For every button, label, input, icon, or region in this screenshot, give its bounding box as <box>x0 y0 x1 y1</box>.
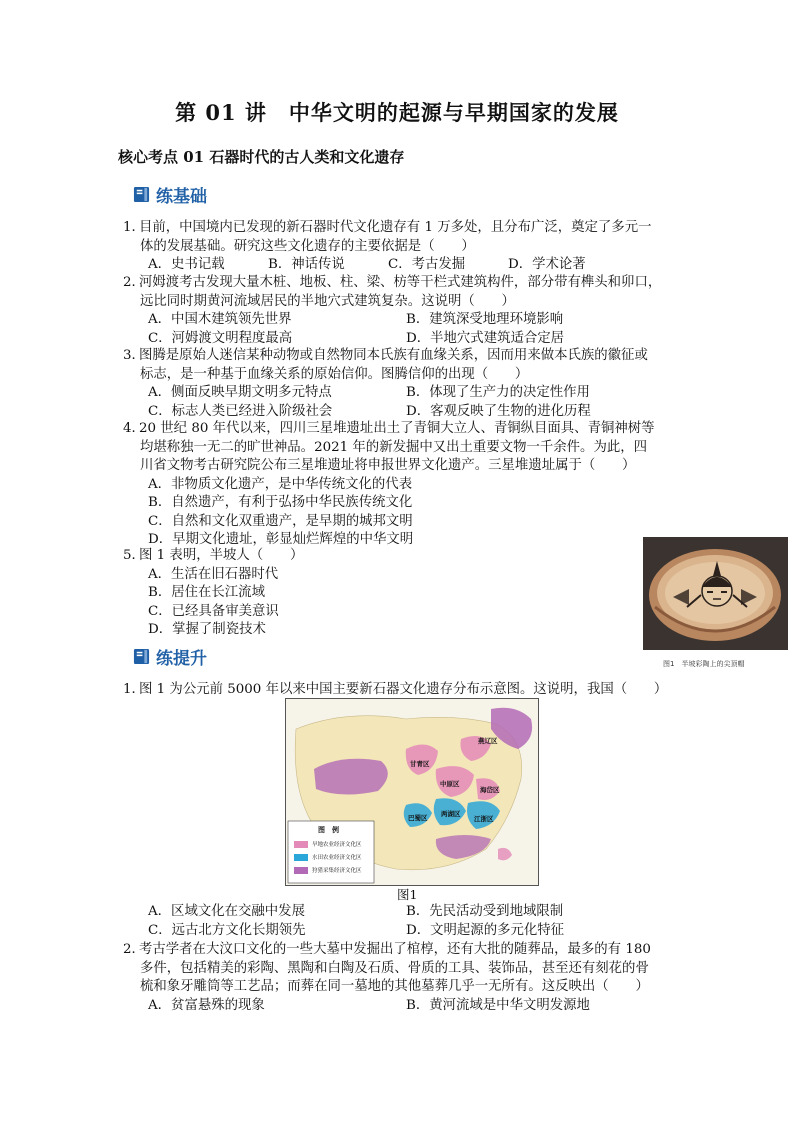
option-c[interactable]: C．远古北方文化长期领先 <box>148 922 306 938</box>
question-number: 1． <box>123 220 145 235</box>
figure-caption: 图1 <box>397 887 418 902</box>
legend-item: 狩猎采集经济文化区 <box>312 868 362 874</box>
option-d[interactable]: D．客观反映了生物的进化历程 <box>406 403 591 419</box>
question-number: 5． <box>123 548 145 563</box>
option-b[interactable]: B．建筑深受地理环境影响 <box>406 312 564 327</box>
region-label: 海岱区 <box>480 786 500 794</box>
question-basic-2 <box>123 274 683 348</box>
question-stem: 均堪称独一无二的旷世神品。2021 年的新发掘中又出土重要文物一千余件。为此，四 <box>140 439 648 455</box>
question-stem: 标志，是一种基于血缘关系的原始信仰。图腾信仰的出现（ ） <box>140 366 529 382</box>
option-d[interactable]: D．学术论著 <box>508 257 586 272</box>
question-stem: 川省文物考古研究院公布三星堆遗址将申报世界文化遗产。三星堆遗址属于（ ） <box>140 458 636 473</box>
painted-pottery-bowl-image <box>643 537 788 650</box>
question-advanced-2 <box>123 941 683 1015</box>
option-c[interactable]: C．已经具备审美意识 <box>148 603 279 619</box>
option-c[interactable]: C．标志人类已经进入阶级社会 <box>148 403 333 419</box>
question-basic-3 <box>123 347 683 421</box>
option-b[interactable]: B．体现了生产力的决定性作用 <box>406 385 590 400</box>
region-label: 甘青区 <box>410 760 430 768</box>
question-stem: 多件，包括精美的彩陶、黑陶和白陶及石质、骨质的工具、装饰品，甚至还有刻花的骨 <box>140 960 649 976</box>
option-d[interactable]: D．掌握了制瓷技术 <box>148 622 266 637</box>
bowl-caption: 图1 半坡彩陶上的尖顶帽 <box>663 660 745 668</box>
question-basic-4 <box>123 420 683 550</box>
question-stem: 梳和象牙雕筒等工艺品；而葬在同一墓地的其他墓葬几乎一无所有。这反映出（ ） <box>140 979 649 994</box>
option-b[interactable]: B．自然遗产，有利于弘扬中华民族传统文化 <box>148 495 413 510</box>
region-label: 江浙区 <box>474 815 494 823</box>
question-stem: 图 1 表明，半坡人（ ） <box>139 548 304 563</box>
question-number: 2． <box>123 942 145 957</box>
question-stem: 20 世纪 80 年代以来，四川三星堆遗址出土了青铜大立人、青铜纵目面具、青铜神树等 <box>139 421 655 436</box>
option-b[interactable]: B．黄河流域是中华文明发源地 <box>406 997 590 1013</box>
book-icon <box>133 186 150 203</box>
question-stem: 远比同时期黄河流域居民的半地穴式建筑复杂。这说明（ ） <box>140 293 515 309</box>
legend-item: 旱地农业经济文化区 <box>312 842 362 848</box>
section-advanced-heading <box>133 644 207 669</box>
question-stem: 体的发展基础。研究这些文化遗存的主要依据是（ ） <box>140 238 475 254</box>
legend-title: 图 例 <box>318 826 339 834</box>
question-stem: 河姆渡考古发现大量木桩、地板、柱、梁、枋等干栏式建筑构件，部分带有榫头和卯口， <box>139 275 662 290</box>
option-b[interactable]: B．先民活动受到地域限制 <box>406 904 564 919</box>
option-b[interactable]: B．居住在长江流域 <box>148 585 265 600</box>
question-stem: 目前，中国境内已发现的新石器时代文化遗存有 1 万多处，且分布广泛，奠定了多元一 <box>139 220 652 235</box>
question-advanced-1-options <box>123 903 683 940</box>
option-a[interactable]: A．中国木建筑领先世界 <box>148 312 292 327</box>
option-c[interactable]: C．考古发掘 <box>388 257 466 272</box>
section-subtitle: 核心考点 01 石器时代的古人类和文化遗存 <box>118 148 405 166</box>
region-label: 中原区 <box>440 780 460 788</box>
question-stem: 图腾是原始人迷信某种动物或自然物同本氏族有血缘关系，因而用来做本氏族的徽征或 <box>139 348 648 363</box>
option-d[interactable]: D．半地穴式建筑适合定居 <box>406 330 565 346</box>
option-a[interactable]: A．区域文化在交融中发展 <box>148 904 305 919</box>
region-label: 两湖区 <box>441 810 461 818</box>
book-icon <box>133 648 150 665</box>
region-label: 巴蜀区 <box>408 814 428 822</box>
option-c[interactable]: C．河姆渡文明程度最高 <box>148 330 293 346</box>
neolithic-culture-map <box>285 698 539 886</box>
question-basic-5 <box>123 547 623 640</box>
legend-item: 水田农业经济文化区 <box>312 855 362 861</box>
option-a[interactable]: A．生活在旧石器时代 <box>148 566 279 582</box>
question-basic-1 <box>123 219 683 275</box>
question-advanced-1-stem <box>123 681 683 700</box>
option-d[interactable]: D．文明起源的多元化特征 <box>406 922 565 938</box>
option-a[interactable]: A．贫富悬殊的现象 <box>148 997 265 1013</box>
page-title: 第 01 讲 中华文明的起源与早期国家的发展 <box>175 100 619 125</box>
option-b[interactable]: B．神话传说 <box>268 257 345 272</box>
option-a[interactable]: A．史书记载 <box>148 257 225 272</box>
question-number: 1． <box>123 682 145 697</box>
region-label: 燕辽区 <box>478 737 498 745</box>
question-number: 2． <box>123 275 145 290</box>
question-stem: 考古学者在大汶口文化的一些大墓中发掘出了棺椁，还有大批的随葬品，最多的有 180 <box>139 942 651 957</box>
question-number: 3． <box>123 348 145 363</box>
option-a[interactable]: A．非物质文化遗产，是中华传统文化的代表 <box>148 476 413 492</box>
option-c[interactable]: C．自然和文化双重遗产，是早期的城邦文明 <box>148 513 413 529</box>
question-stem: 图 1 为公元前 5000 年以来中国主要新石器文化遗存分布示意图。这说明，我国（ ） <box>139 682 668 697</box>
question-number: 4． <box>123 421 145 436</box>
option-d[interactable]: D．早期文化遗址，彰显灿烂辉煌的中华文明 <box>148 532 414 547</box>
section-advanced-label: 练提升 <box>156 649 207 669</box>
option-a[interactable]: A．侧面反映早期文明多元特点 <box>148 385 332 400</box>
section-basic-label: 练基础 <box>156 187 207 207</box>
section-basic-heading <box>133 182 207 207</box>
